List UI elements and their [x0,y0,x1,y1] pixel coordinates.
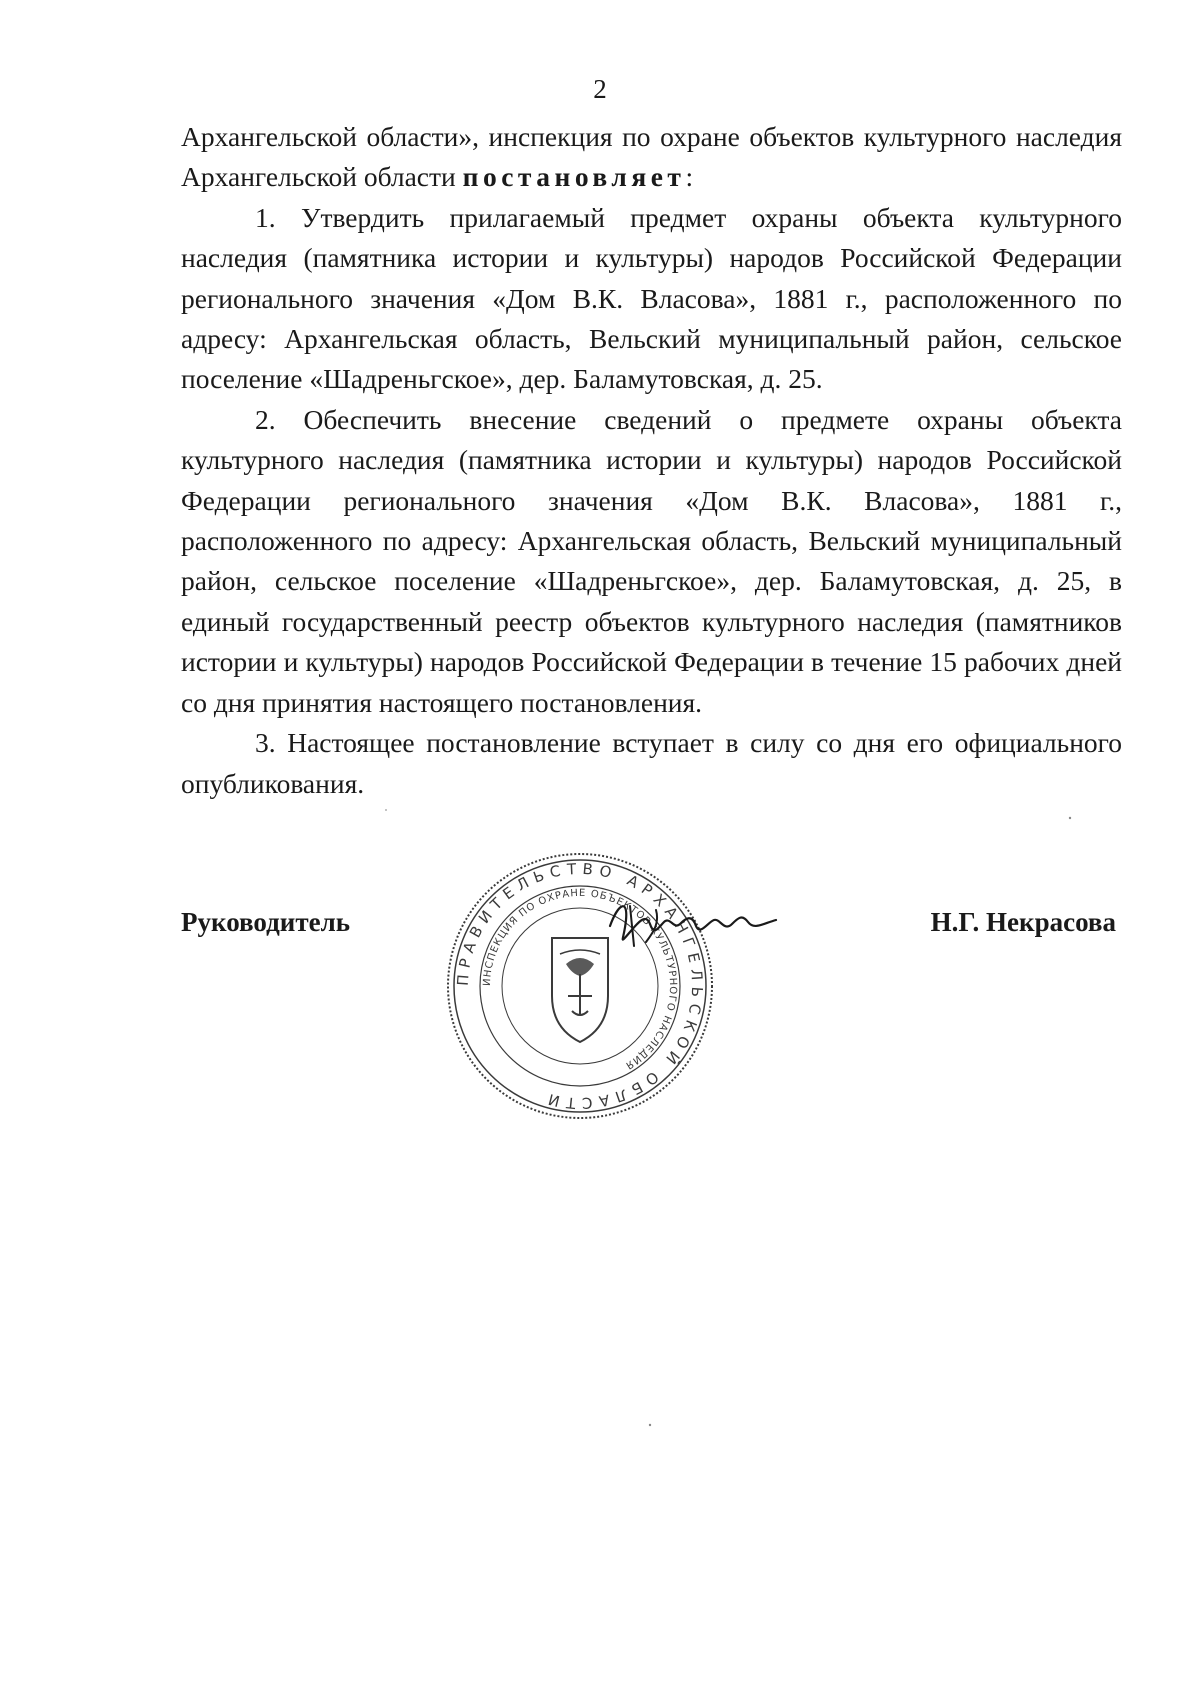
intro-colon: : [685,161,694,193]
intro-paragraph [181,117,1122,198]
item-1: 1. Утвердить прилагаемый предмет охраны объекта культурного наследия (памятника истории и культуры) народов Российской Федерации регионального значения «Дом В.К. Власова», 1881 г., расположенного по адресу: Архангельская область, Вельский муниципальный район, сельское поселение «Шадреньгское», дер. Баламутовская, д. 25. [181,201,1122,395]
signatory-title: Руководитель [181,907,351,937]
page-number: 2 [593,74,607,104]
seal-outer-text: ПРАВИТЕЛЬСТВО АРХАНГЕЛЬСКОЙ ОБЛАСТИ [453,859,707,1113]
intro-text: Архангельской области», инспекция по охране объектов культурного наследия Архангельской области [181,121,1122,193]
item-2: 2. Обеспечить внесение сведений о предмете охраны объекта культурного наследия (памятника истории и культуры) народов Российской Федерации регионального значения «Дом В.К. Власова», 1881 г., расположенного по адресу: Архангельская область, Вельский муниципальный район, сельское поселение «Шадреньгское», дер. Баламутовская, д. 25, в единый государственный реестр объектов культурного наследия (памятников истории и культуры) народов Российской Федерации в течение 15 рабочих дней со дня принятия настоящего постановления. [181,403,1122,718]
decree-word: постановляет [462,161,686,193]
signatory-name: Н.Г. Некрасова [930,907,1116,937]
item-3: 3. Настоящее постановление вступает в силу со дня его официального опубликования. [181,727,1122,799]
document-body [181,117,1122,804]
seal-inner-text: ИНСПЕКЦИЯ ПО ОХРАНЕ ОБЪЕКТОВ КУЛЬТУРНОГО НАСЛЕДИЯ [481,887,679,1072]
signature-block [181,907,1122,967]
